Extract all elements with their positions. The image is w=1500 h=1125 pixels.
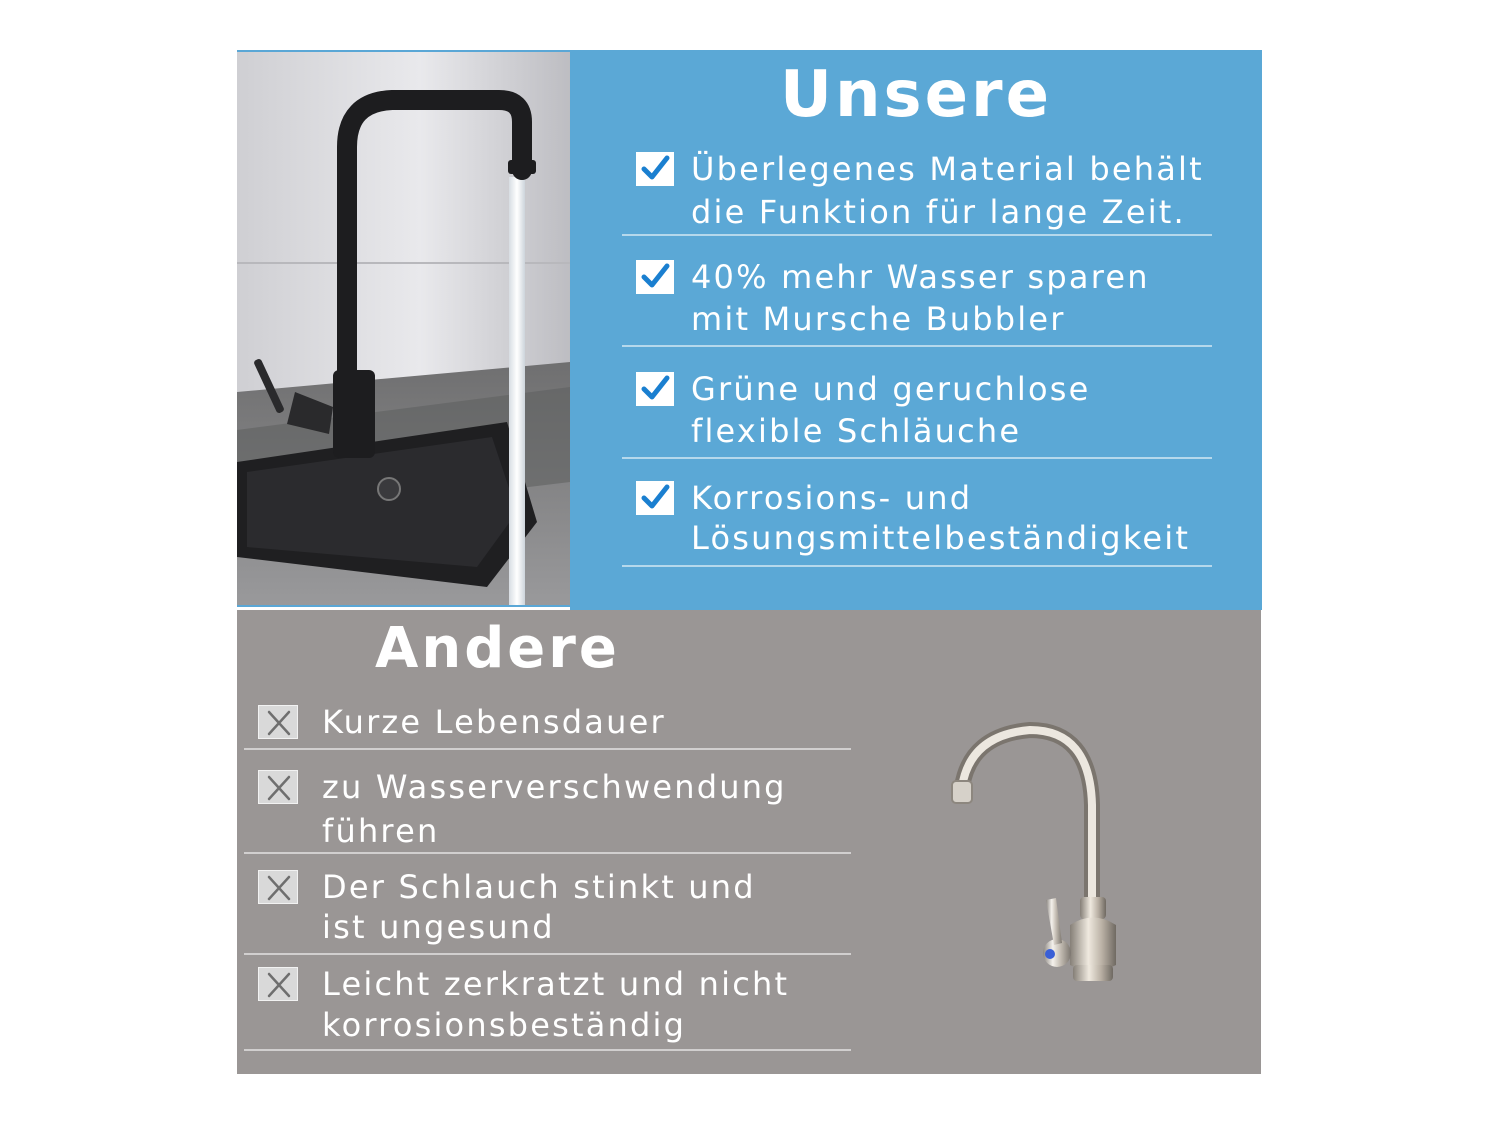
divider bbox=[622, 345, 1212, 347]
divider bbox=[244, 852, 851, 854]
ours-item-1-line2: die Funktion für lange Zeit. bbox=[691, 193, 1186, 231]
ours-item-2-line2: mit Mursche Bubbler bbox=[691, 300, 1066, 338]
checkbox-checked-icon bbox=[636, 372, 674, 406]
checkbox-checked-icon bbox=[636, 152, 674, 186]
others-title: Andere bbox=[375, 616, 620, 681]
ours-item-2-line1: 40% mehr Wasser sparen bbox=[691, 258, 1150, 296]
our-product-panel bbox=[570, 50, 1262, 610]
others-item-4-line1: Leicht zerkratzt und nicht bbox=[322, 965, 790, 1003]
divider bbox=[622, 457, 1212, 459]
ours-item-3-line1: Grüne und geruchlose bbox=[691, 370, 1091, 408]
divider bbox=[244, 953, 851, 955]
divider bbox=[622, 234, 1212, 236]
black-faucet-photo bbox=[237, 50, 570, 607]
others-item-4-line2: korrosionsbeständig bbox=[322, 1006, 687, 1044]
cross-box-icon bbox=[258, 870, 298, 904]
ours-item-4-line1: Korrosions- und bbox=[691, 479, 973, 517]
chrome-faucet-photo bbox=[930, 715, 1130, 1005]
divider bbox=[622, 565, 1212, 567]
others-item-1-line1: Kurze Lebensdauer bbox=[322, 703, 666, 741]
ours-item-3-line2: flexible Schläuche bbox=[691, 412, 1022, 450]
others-item-3-line1: Der Schlauch stinkt und bbox=[322, 868, 756, 906]
cross-box-icon bbox=[258, 770, 298, 804]
divider bbox=[244, 1049, 851, 1051]
checkbox-checked-icon bbox=[636, 260, 674, 294]
cross-box-icon bbox=[258, 705, 298, 739]
divider bbox=[244, 748, 851, 750]
others-item-2-line2: führen bbox=[322, 812, 440, 850]
ours-title: Unsere bbox=[780, 58, 1052, 132]
checkbox-checked-icon bbox=[636, 481, 674, 515]
cross-box-icon bbox=[258, 967, 298, 1001]
ours-item-4-line2: Lösungsmittelbeständigkeit bbox=[691, 519, 1191, 557]
others-item-3-line2: ist ungesund bbox=[322, 908, 555, 946]
ours-item-1-line1: Überlegenes Material behält bbox=[691, 150, 1204, 188]
others-item-2-line1: zu Wasserverschwendung bbox=[322, 768, 787, 806]
